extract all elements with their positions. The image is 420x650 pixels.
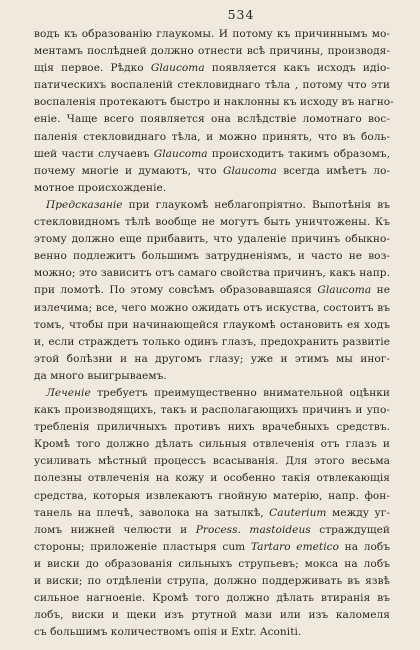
- text-run: можно; это зависитъ отъ самаго свойства причинъ, какъ напр.: [34, 267, 390, 280]
- paragraph: [34, 197, 390, 385]
- text-line: [34, 163, 390, 180]
- text-line: [34, 43, 390, 60]
- italic-term: Предсказаніе: [46, 198, 123, 211]
- text-run: съ большимъ количествомъ опія и Extr. Aconiti.: [34, 626, 302, 639]
- text-run: щія первое. Рѣдко: [34, 62, 151, 75]
- text-line: [34, 368, 390, 385]
- text-run: этому должно еще прибавить, что удаленіе причинъ обыкно-: [34, 233, 390, 246]
- text-line: [34, 590, 390, 607]
- text-run: сильное нагноеніе. Кромѣ того должно дѣлать втиранія въ: [34, 592, 390, 605]
- italic-term: Glaucoma: [317, 284, 372, 297]
- text-run: на лобъ: [339, 540, 390, 553]
- text-run: венно подлежитъ большимъ затрудненіямъ, и часто не воз-: [34, 250, 390, 263]
- text-run: не: [371, 284, 390, 297]
- paragraph: [34, 26, 394, 197]
- text-run: да много выигрываемъ.: [34, 369, 167, 382]
- paragraph: [34, 385, 390, 641]
- text-line: [34, 60, 390, 77]
- text-run: этой болѣзни и на другомъ глазу; уже и этимъ мы иног-: [34, 352, 390, 365]
- italic-term: Cauterium: [269, 506, 327, 519]
- text-run: какъ производящихъ, такъ и располагающихъ причинъ и упо-: [34, 404, 390, 417]
- text-run: ломъ нижней челюсти и: [34, 523, 196, 536]
- body-text: [34, 26, 394, 641]
- text-line: [34, 94, 394, 111]
- text-run: мотное происхожденіе.: [34, 181, 167, 194]
- italic-term: Tartaro emetico: [250, 540, 340, 553]
- text-line: [34, 385, 390, 402]
- text-line: [34, 231, 390, 248]
- text-run: при глаукомѣ неблагопріятно. Выпотѣнія въ: [122, 198, 390, 211]
- text-line: [34, 505, 390, 522]
- text-run: Кромѣ того должно дѣлать сильныя отвлеченія отъ глазъ и: [34, 438, 390, 451]
- text-run: излечима; все, чего можно ожидать отъ искуства, состоитъ въ: [34, 301, 390, 314]
- text-run: стекловидномъ тѣлѣ вообще не могутъ быть уничтожены. Къ: [34, 216, 390, 229]
- text-line: [34, 300, 390, 317]
- italic-term: Леченіе: [46, 386, 91, 399]
- text-run: полезны отвлеченія на кожу и особенно такія отвлекающія: [34, 472, 390, 485]
- text-run: ментамъ послѣдней должно отнести всѣ причины, производя-: [34, 45, 390, 58]
- text-line: [34, 419, 390, 436]
- text-run: лобъ, виски и щеки изъ ртутной мази или изъ каломеля: [34, 609, 390, 622]
- text-run: почему многіе и думаютъ, что: [34, 164, 224, 177]
- text-line: [34, 539, 390, 556]
- text-run: страждущей: [310, 523, 390, 536]
- text-run: водъ къ образованію глаукомы. И потому къ причиннымъ мо-: [34, 28, 390, 40]
- text-run: и виски; по отдѣленіи струпа, должно поддерживать въ язвѣ: [34, 575, 390, 587]
- text-line: [34, 351, 390, 368]
- text-run: требленія приличныхъ противъ нихъ врачебныхъ средствъ.: [34, 421, 390, 434]
- page-number: 534: [227, 7, 255, 22]
- italic-term: Process. mastoideus: [195, 523, 311, 536]
- text-run: шей части случаевъ: [34, 147, 154, 160]
- text-line: [34, 214, 390, 231]
- text-line: [34, 111, 390, 128]
- text-line: [34, 607, 390, 624]
- text-line: [34, 317, 390, 334]
- text-line: [34, 488, 390, 505]
- text-line: [34, 248, 390, 265]
- text-run: при ломотѣ. По этому совсѣмъ образовавшаяся: [34, 284, 318, 297]
- text-run: между уг-: [326, 506, 390, 519]
- text-run: cum: [222, 540, 251, 553]
- text-run: и, если страждетъ только одинъ глазъ, предохранить развитіе: [34, 335, 390, 348]
- text-line: [34, 334, 390, 351]
- text-run: появляется какъ исходъ идіо-: [204, 62, 390, 75]
- text-line: [34, 573, 390, 590]
- text-run: усиливать мѣстный процессъ всасыванія. Для этого весьма: [34, 455, 390, 468]
- text-run: воспаленія протекаютъ быстро и наклонны къ исходу въ нагно-: [34, 96, 394, 109]
- text-line: [34, 436, 390, 453]
- italic-term: Glaucoma: [153, 147, 208, 160]
- text-line: [34, 453, 390, 470]
- text-run: еніе. Чаще всего появляется она вслѣдствіе ломотнаго вос-: [34, 113, 390, 126]
- italic-term: Glaucoma: [223, 164, 277, 177]
- text-line: [34, 282, 390, 299]
- italic-term: Glaucoma: [150, 62, 205, 75]
- text-run: и виски до образованія сильныхъ струпьевъ; мокса на лобъ: [34, 557, 390, 570]
- text-run: паленія стекловиднаго тѣла, и можно принять, что въ боль-: [34, 130, 390, 143]
- text-line: [34, 129, 390, 146]
- text-line: [34, 26, 390, 43]
- text-line: [34, 470, 390, 487]
- text-run: танель на плечѣ, заволока на затылкѣ,: [34, 506, 270, 519]
- text-run: патическихъ воспаленій стекловиднаго тѣла , потому что эти: [34, 79, 390, 92]
- text-line: [34, 265, 390, 282]
- text-line: [34, 624, 390, 641]
- text-run: томъ, чтобы при начинающейся глаукомѣ остановить ея ходъ: [34, 318, 390, 331]
- text-run: средства, которыя извлекаютъ гнойную матерію, напр. фон-: [34, 489, 390, 502]
- text-run: всегда имѣетъ ло-: [276, 164, 390, 177]
- text-line: [34, 197, 390, 214]
- text-line: [34, 77, 390, 94]
- text-run: стороны; приложеніе пластыря: [34, 540, 223, 553]
- text-line: [34, 556, 390, 573]
- text-run: происходитъ такимъ образомъ,: [207, 147, 390, 160]
- text-run: требуетъ преимущественно внимательной оцѣнки: [90, 386, 390, 399]
- text-line: [34, 522, 390, 539]
- text-line: [34, 402, 390, 419]
- text-line: [34, 146, 390, 163]
- text-line: [34, 180, 390, 197]
